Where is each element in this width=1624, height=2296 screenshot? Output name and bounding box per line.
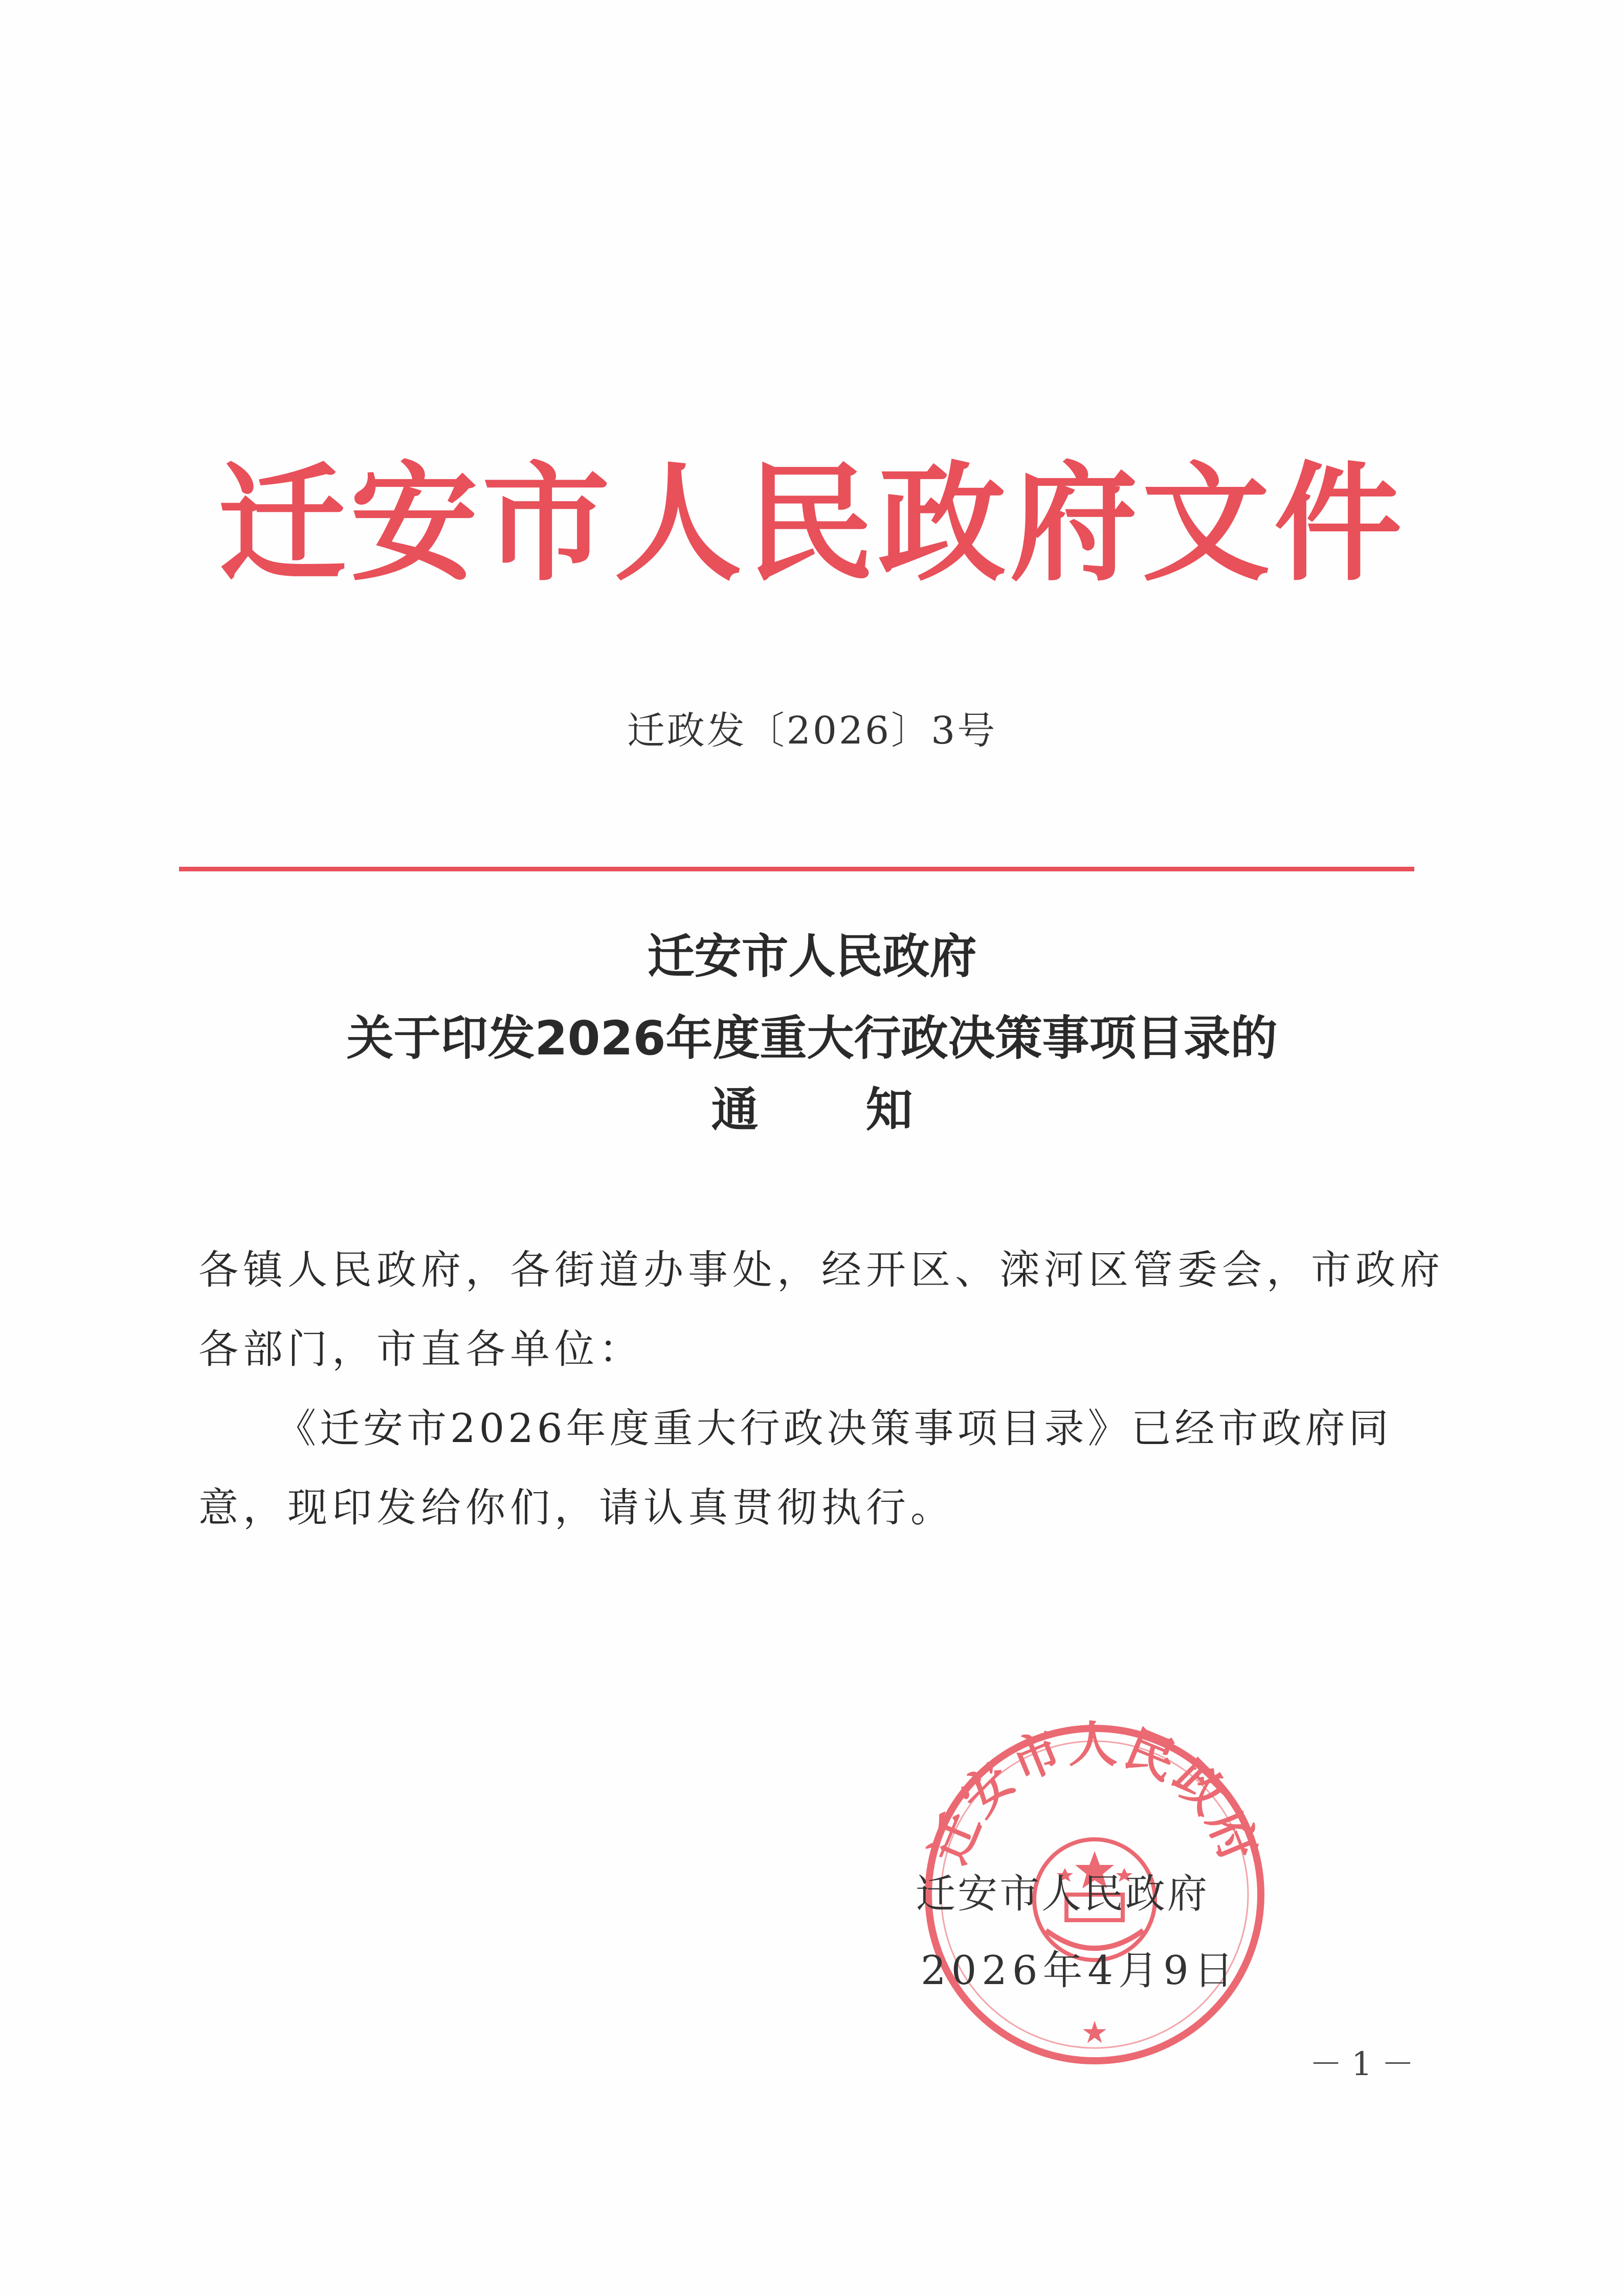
svg-text:★: ★ <box>1081 2015 1108 2051</box>
body-line-1: 各镇人民政府，各街道办事处，经开区、滦河区管委会，市政府 <box>198 1247 1445 1293</box>
red-divider-line <box>179 867 1414 871</box>
body-line-4: 意，现印发给你们，请认真贯彻执行。 <box>198 1485 955 1531</box>
signature-organization: 迁安市人民政府 <box>916 1871 1210 1917</box>
notice-title-line-2: 关于印发2026年度重大行政决策事项目录的 <box>346 1011 1278 1066</box>
notice-title-line-1: 迁安市人民政府 <box>647 929 977 984</box>
red-header-title: 迁安市人民政府文件 <box>218 449 1406 598</box>
signature-date: 2026年4月9日 <box>921 1948 1239 1994</box>
body-line-2: 各部门，市直各单位： <box>198 1326 644 1372</box>
svg-text:迁安市人民政府: 迁安市人民政府 <box>920 1716 1270 1872</box>
document-number: 迁政发〔2026〕3号 <box>627 709 997 753</box>
notice-title-line-3: 通知 <box>711 1083 1020 1137</box>
body-line-3: 《迁安市2026年度重大行政决策事项目录》已经市政府同 <box>276 1406 1392 1452</box>
page-number: －1－ <box>1309 2045 1423 2083</box>
